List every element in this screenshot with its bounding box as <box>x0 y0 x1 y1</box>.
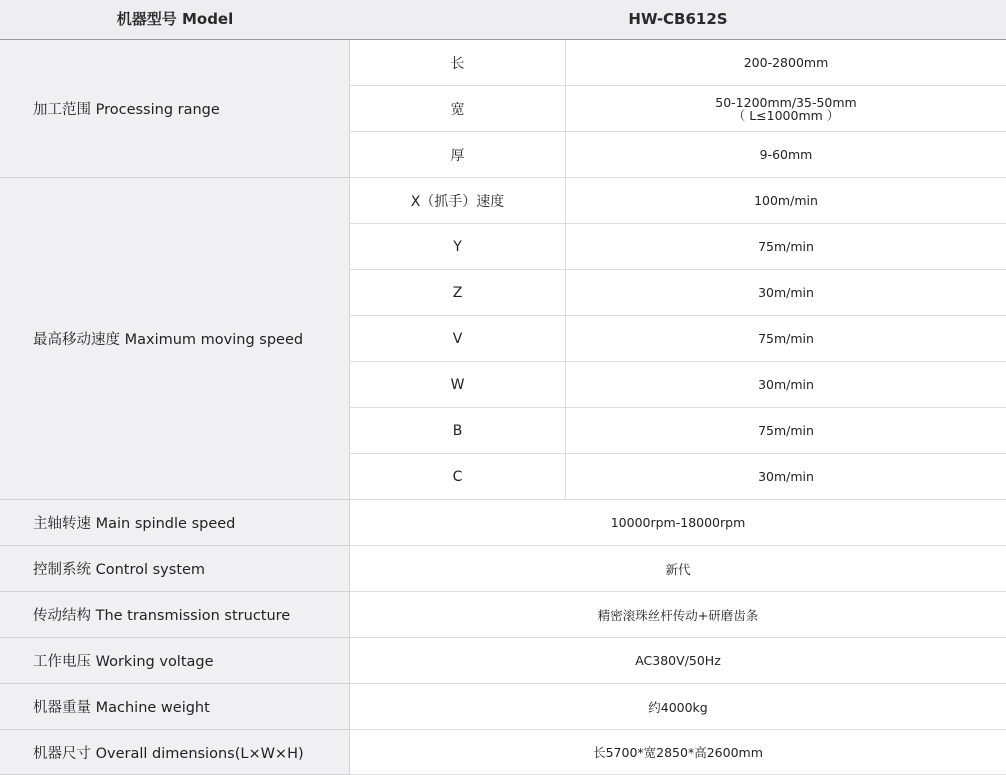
dimensions-label: 机器尺寸 Overall dimensions(L×W×H) <box>0 730 350 775</box>
param-y-speed: Y <box>350 224 566 270</box>
transmission-value: 精密滚珠丝杆传动+研磨齿条 <box>350 592 1006 638</box>
param-z-speed: Z <box>350 270 566 316</box>
value-z-speed: 30m/min <box>566 270 1006 316</box>
value-width-range: 50-1200mm/35-50mm <box>715 94 857 110</box>
param-thickness: 厚 <box>350 132 566 178</box>
dimensions-value: 长5700*宽2850*高2600mm <box>350 730 1006 775</box>
param-x-speed: X（抓手）速度 <box>350 178 566 224</box>
model-header-label: 机器型号 Model <box>116 10 234 28</box>
value-width-note: （ L≤1000mm ） <box>732 107 840 123</box>
value-x-speed: 100m/min <box>566 178 1006 224</box>
value-w-speed: 30m/min <box>566 362 1006 408</box>
param-b-speed: B <box>350 408 566 454</box>
control-system-label: 控制系统 Control system <box>0 546 350 592</box>
table-header <box>0 0 1006 40</box>
value-length: 200-2800mm <box>566 40 1006 86</box>
model-value: HW-CB612S <box>628 10 728 28</box>
max-speed-label: 最高移动速度 Maximum moving speed <box>0 178 350 500</box>
value-c-speed: 30m/min <box>566 454 1006 500</box>
value-width <box>566 86 1006 132</box>
weight-value: 约4000kg <box>350 684 1006 730</box>
weight-label: 机器重量 Machine weight <box>0 684 350 730</box>
param-c-speed: C <box>350 454 566 500</box>
voltage-value: AC380V/50Hz <box>350 638 1006 684</box>
voltage-label: 工作电压 Working voltage <box>0 638 350 684</box>
param-v-speed: V <box>350 316 566 362</box>
spindle-speed-label: 主轴转速 Main spindle speed <box>0 500 350 546</box>
param-width: 宽 <box>350 86 566 132</box>
value-thickness: 9-60mm <box>566 132 1006 178</box>
value-b-speed: 75m/min <box>566 408 1006 454</box>
spindle-speed-value: 10000rpm-18000rpm <box>350 500 1006 546</box>
value-y-speed: 75m/min <box>566 224 1006 270</box>
param-w-speed: W <box>350 362 566 408</box>
param-length: 长 <box>350 40 566 86</box>
value-v-speed: 75m/min <box>566 316 1006 362</box>
processing-range-label: 加工范围 Processing range <box>0 40 350 178</box>
transmission-label: 传动结构 The transmission structure <box>0 592 350 638</box>
control-system-value: 新代 <box>350 546 1006 592</box>
